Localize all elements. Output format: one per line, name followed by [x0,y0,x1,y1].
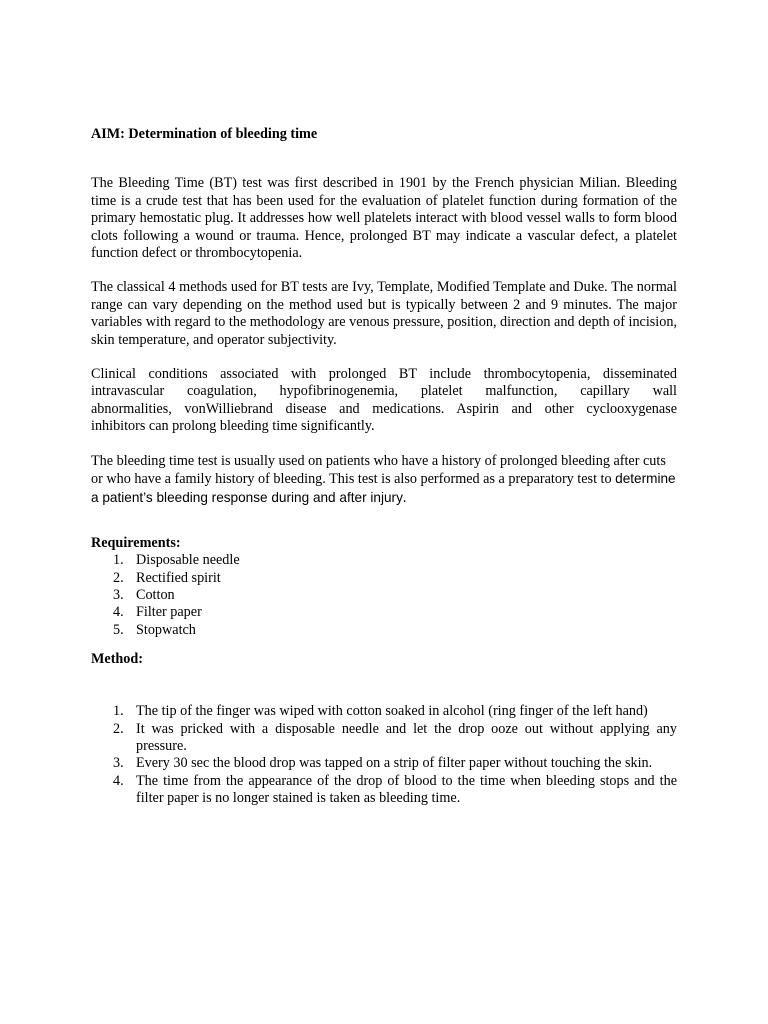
list-item [91,552,677,569]
list-item-text: Rectified spirit [136,569,221,586]
list-item [91,755,677,772]
clinical-conditions-paragraph [91,366,677,436]
list-item [91,721,677,756]
usage-text-tail: determine a patient’s bleeding response during and after injury [91,471,676,505]
list-item-text: Every 30 sec the blood drop was tapped on a strip of filter paper without touching the skin. [136,755,653,772]
document-body [91,126,677,808]
page-title: AIM: Determination of bleeding time [91,126,318,142]
clinical-line: Clinical conditions associated with prolonged BT include thrombocytopenia, disseminated [91,366,677,383]
list-item-number: 3. [113,755,124,772]
clinical-line: abnormalities, vonWilliebrand disease and medications. Aspirin and other cyclooxygenase [91,400,677,417]
usage-text: The bleeding time test is usually used on patients who have a history of prolonged bleeding after cuts or who have a family history of bleeding. This test is also performed as a preparatory test to [91,452,666,488]
list-item-text: It was pricked with a disposable needle and let the drop ooze out without applying any pressure. [136,720,677,755]
list-item-text: The time from the appearance of the drop of blood to the time when bleeding stops and the filter paper is no longer stained is taken as bleeding time. [136,772,677,807]
list-item-number: 1. [113,703,124,720]
list-item-text: Disposable needle [136,552,240,569]
list-item-number: 2. [113,569,124,586]
list-item-number: 4. [113,604,124,621]
method-steps-list [91,703,677,807]
usage-paragraph [91,453,677,507]
intro-paragraph: The Bleeding Time (BT) test was first described in 1901 by the French physician Milian. Bleeding time is a crude test that has been used for the evaluation of platelet function during formation of the primary hemostatic plug. It addresses how well platelets interact with blood vessel walls to form blood clots following a wound or trauma. Hence, prolonged BT may indicate a vascular defect, a platelet function defect or thrombocytopenia. [91,175,677,262]
methods-paragraph: The classical 4 methods used for BT tests are Ivy, Template, Modified Template and Duke. The normal range can vary depending on the method used but is typically between 2 and 9 minutes. The major variables with regard to the methodology are venous pressure, position, direction and depth of incision, skin temperature, and operator subjectivity. [91,279,677,348]
list-item-number: 1. [113,552,124,569]
list-item [91,773,677,808]
list-item-text: Stopwatch [136,621,196,638]
clinical-line: inhibitors can prolong bleeding time significantly. [91,418,375,435]
list-item-text: Filter paper [136,604,202,621]
list-item [91,703,677,720]
list-item-number: 4. [113,772,124,789]
requirements-heading: Requirements: [91,534,181,551]
clinical-line: intravascular coagulation, hypofibrinogenemia, platelet malfunction, capillary wall [91,383,677,400]
method-heading: Method: [91,650,144,667]
list-item-text: Cotton [136,586,175,603]
list-item-number: 3. [113,586,124,603]
usage-text-end: . [402,489,407,506]
list-item [91,604,677,621]
list-item [91,587,677,604]
list-item-text: The tip of the finger was wiped with cotton soaked in alcohol (ring finger of the left hand) [136,703,648,720]
list-item-number: 2. [113,720,124,737]
requirements-list [91,552,677,638]
list-item [91,622,677,639]
list-item [91,570,677,587]
list-item-number: 5. [113,621,124,638]
